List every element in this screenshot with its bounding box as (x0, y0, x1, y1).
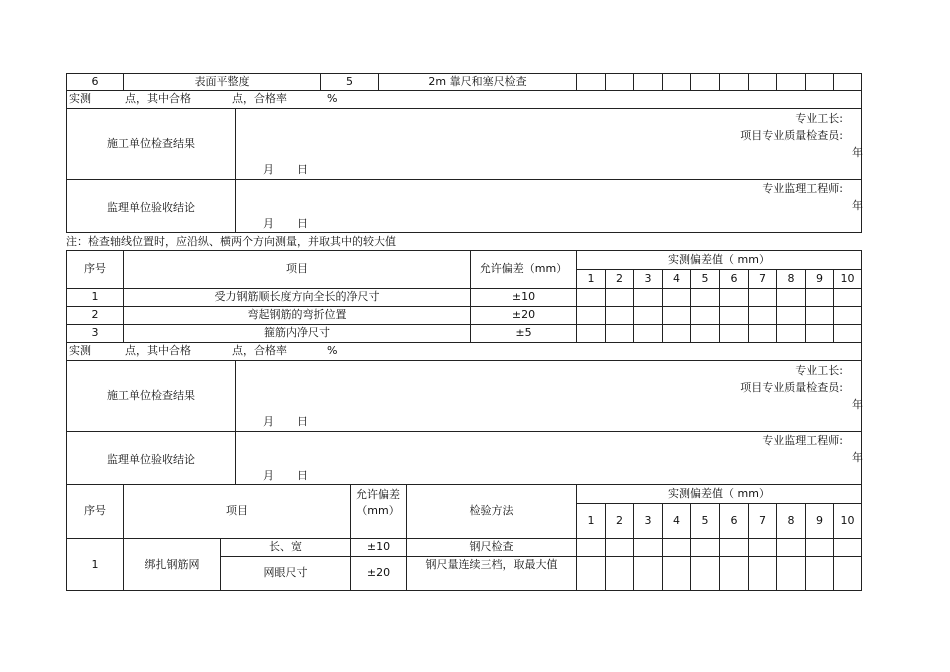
header-tolerance: 允许偏差（mm） (356, 488, 400, 517)
row-number: 6 (91, 75, 99, 88)
foreman-signature-label: 专业工长: (795, 364, 843, 377)
column-number: 3 (644, 514, 652, 527)
stat-label-passed: 点，其中合格 (125, 344, 191, 357)
header-measured-deviation: 实测偏差值（ mm） (668, 253, 770, 266)
column-number: 8 (787, 272, 795, 285)
stat-label-measured: 实测 (69, 344, 91, 357)
column-number: 6 (730, 272, 738, 285)
row-item: 弯起钢筋的弯折位置 (247, 308, 347, 321)
month-label: 月 (263, 415, 274, 428)
supervisor-conclusion-label: 监理单位验收结论 (107, 201, 195, 214)
row-tolerance: ±20 (366, 566, 391, 579)
month-label: 月 (263, 217, 274, 230)
row-item: 受力钢筋顺长度方向全长的净尺寸 (214, 290, 380, 303)
stat-label-passed: 点，其中合格 (125, 92, 191, 105)
column-number: 2 (616, 272, 623, 285)
column-number: 4 (673, 272, 680, 285)
column-number: 10 (840, 514, 855, 527)
year-label: 年 (852, 398, 863, 411)
header-measured-deviation: 实测偏差值（ mm） (668, 487, 770, 500)
supervisor-conclusion-label: 监理单位验收结论 (107, 453, 195, 466)
column-number: 7 (759, 272, 766, 285)
day-label: 日 (297, 415, 308, 428)
header-tolerance: 允许偏差（mm） (479, 262, 568, 275)
row-subitem: 长、宽 (269, 540, 302, 553)
header-method: 检验方法 (469, 504, 514, 517)
row-tolerance: 5 (346, 75, 353, 88)
column-number: 1 (587, 514, 595, 527)
stat-label-percent: % (327, 92, 338, 105)
stat-label-pass-rate: 点，合格率 (232, 344, 287, 357)
row-number: 3 (91, 326, 99, 339)
row-tolerance: ±10 (511, 290, 536, 303)
stat-label-pass-rate: 点，合格率 (232, 92, 287, 105)
year-label: 年 (852, 451, 863, 464)
row-method: 钢尺检查 (469, 540, 514, 553)
day-label: 日 (297, 217, 308, 230)
column-number: 5 (701, 272, 709, 285)
constructor-check-label: 施工单位检查结果 (107, 137, 195, 150)
column-number: 3 (644, 272, 652, 285)
row-group-name: 绑扎钢筋网 (144, 558, 200, 571)
day-label: 日 (297, 163, 308, 176)
stat-label-percent: % (327, 344, 338, 357)
row-tolerance: ±10 (366, 540, 391, 553)
column-number: 2 (616, 514, 623, 527)
note-text: 注：检查轴线位置时，应沿纵、横两个方向测量，并取其中的较大值 (66, 235, 396, 248)
column-number: 9 (816, 272, 823, 285)
row-subitem: 网眼尺寸 (263, 566, 308, 579)
column-number: 7 (759, 514, 766, 527)
supervising-engineer-label: 专业监理工程师: (762, 434, 843, 447)
month-label: 月 (263, 163, 274, 176)
row-tolerance: ±5 (515, 326, 532, 339)
stat-label-measured: 实测 (69, 92, 91, 105)
row-number: 2 (91, 308, 99, 321)
supervising-engineer-label: 专业监理工程师: (762, 182, 843, 195)
year-label: 年 (852, 146, 863, 159)
quality-inspector-label: 项目专业质量检查员: (740, 129, 843, 142)
column-number: 9 (816, 514, 823, 527)
column-number: 10 (840, 272, 855, 285)
header-number: 序号 (84, 262, 106, 275)
quality-inspector-label: 项目专业质量检查员: (740, 381, 843, 394)
row-number: 1 (91, 290, 99, 303)
header-number: 序号 (84, 504, 106, 517)
day-label: 日 (297, 469, 308, 482)
column-number: 1 (587, 272, 595, 285)
header-item: 项目 (226, 504, 248, 517)
row-item: 箍筋内净尺寸 (264, 326, 330, 339)
column-number: 8 (787, 514, 795, 527)
constructor-check-label: 施工单位检查结果 (107, 389, 195, 402)
header-item: 项目 (286, 262, 308, 275)
column-number: 4 (673, 514, 680, 527)
row-method: 2m 靠尺和塞尺检查 (428, 75, 527, 88)
foreman-signature-label: 专业工长: (795, 112, 843, 125)
column-number: 6 (730, 514, 738, 527)
row-item: 表面平整度 (194, 75, 250, 88)
row-number: 1 (91, 558, 99, 571)
row-tolerance: ±20 (511, 308, 536, 321)
row-method: 钢尺量连续三档，取最大值 (425, 558, 558, 571)
month-label: 月 (263, 469, 274, 482)
year-label: 年 (852, 199, 863, 212)
column-number: 5 (701, 514, 709, 527)
